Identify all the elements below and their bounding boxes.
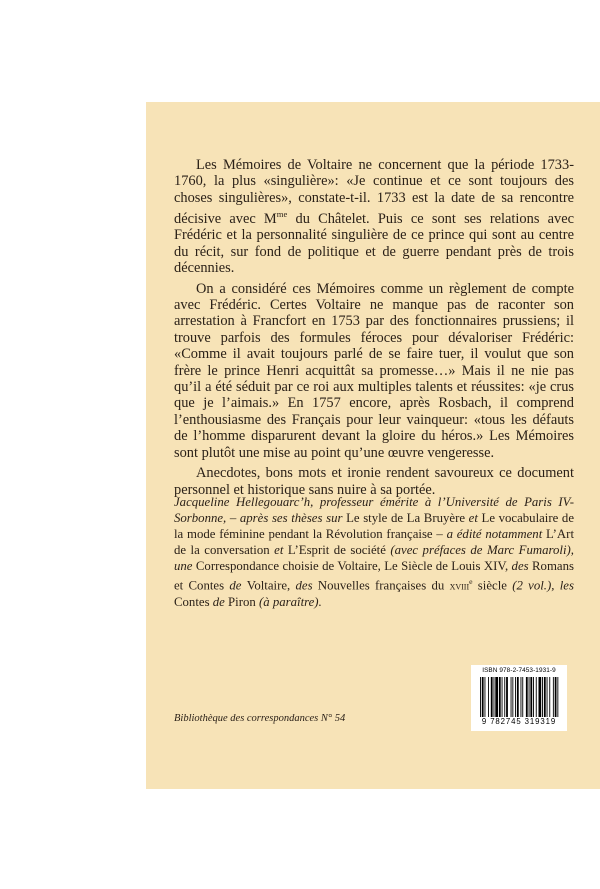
bio-text-segment: (avec préfaces de Marc Fumaroli), une [174, 543, 574, 573]
barcode-bar [521, 677, 522, 717]
barcode-bar [494, 677, 495, 717]
barcode-bar [506, 677, 508, 717]
barcode-bar [495, 677, 498, 717]
barcode-bar [488, 677, 489, 717]
bio-text-segment: Contes [174, 595, 210, 610]
barcode-bar [522, 677, 523, 717]
bio-text-segment: – a édité notamment [432, 527, 547, 541]
bio-text-segment: xviii [449, 580, 470, 593]
bio-text-segment: Nouvelles françaises du [317, 578, 450, 593]
blurb [174, 157, 574, 502]
barcode-bar [526, 677, 528, 717]
blurb-paragraph-2 [174, 281, 574, 461]
barcode-bar [533, 677, 534, 717]
bio-text-segment: Voltaire, [246, 578, 291, 593]
blurb-text-segment: du Châtelet. Puis ce sont ses relations avec Frédéric et la personnalité singulière de ce prince qui sont au centre du récit, sur fond de politique et de guerre pendant près de trois décennies. [174, 211, 574, 277]
isbn-label: ISBN 978-2-7453-1931-9 [482, 667, 556, 674]
bio-text-segment: Piron [228, 595, 256, 610]
blurb-paragraph-3 [174, 465, 574, 498]
barcode-bar [544, 677, 546, 717]
bio-text-segment: (2 vol.), les [506, 578, 574, 593]
barcode-bar [512, 677, 513, 717]
barcode-bar [491, 677, 493, 717]
bio-text-segment: des [508, 559, 533, 573]
bio-text-segment: Correspondance choisie de Voltaire, [195, 559, 381, 573]
blurb-text-segment: On a considéré ces Mémoires comme un règlement de compte avec Frédéric. Certes Voltaire ne manque pas de raconter son arrestation à Francfort en 1753 par des fonctionnaires prussiens; il trouve parfois des formules féroces pour dévaloriser Frédéric: «Comme il avait toujours parlé de se faire tuer, il voulut que son frère le prince Henri acquittât sa promesse…» Mais il ne nie pas qu’il a été séduit par ce roi aux multiples talents et réussites: «je crus que je l’aimais.» En 1757 encore, après Rosbach, il comprend l’enthousiasme des Français pour leur vainqueur: «tous les défauts de l’homme disparurent devant la gloire du héros.» Les Mémoires sont plutôt une mise au point qu’une œuvre vengeresse. [174, 280, 574, 461]
series-label: Bibliothèque des correspondances N° 54 [174, 713, 346, 724]
barcode-bar [517, 677, 519, 717]
barcode-bar [539, 677, 542, 717]
barcode-bar [482, 677, 484, 717]
barcode-bar [536, 677, 537, 717]
bio-text-segment: L’Esprit de société [287, 543, 386, 557]
barcode-bar [553, 677, 554, 717]
bio-text-segment: siècle [472, 578, 507, 593]
barcode-bar [547, 677, 548, 717]
bio-text-segment: L’Art de la conversation [174, 527, 574, 557]
barcode-bar [549, 677, 550, 717]
barcode-bar [502, 677, 503, 717]
barcode-bars [480, 677, 564, 717]
bio-text-segment: Romans et Contes [174, 559, 574, 593]
bio-text-segment: e [469, 577, 473, 586]
bio-text-segment: Jacqueline Hellegouarc’h, professeur émérite à l’Université de Paris IV-Sorbonne, – après ses thèses sur [174, 495, 574, 525]
barcode-bar [485, 677, 486, 717]
barcode-bar [515, 677, 516, 717]
barcode-bar [557, 677, 558, 717]
bio-text-segment: Le Siècle de Louis XIV, [384, 559, 509, 573]
barcode-bar [504, 677, 505, 717]
barcode-bar [530, 677, 532, 717]
barcode [471, 665, 567, 731]
barcode-bar [529, 677, 530, 717]
blurb-text-segment: Anecdotes, bons mots et ironie rendent savoureux ce document personnel et historique sans nuire à sa portée. [174, 465, 574, 498]
bio-text-segment: de [209, 595, 229, 610]
blurb-text-segment: Les Mémoires de Voltaire ne concernent que la période 1733-1760, la plus «singulière»: «Je continue et ce sont toujours des choses singulières», constate-t-il. 1733 est la date de sa rencontre décisive avec M [174, 157, 574, 228]
bio-text-segment: Le style de La Bruyère [346, 511, 466, 525]
bio-text-segment: de [224, 578, 247, 593]
barcode-bar [499, 677, 501, 717]
bio-text-segment: et [465, 511, 482, 525]
barcode-bar [511, 677, 512, 717]
bio-text-segment: des [290, 578, 318, 593]
blurb-text-segment: me [276, 209, 288, 220]
back-cover-panel [146, 102, 600, 789]
barcode-bar [480, 677, 481, 717]
bio-text-segment: Le vocabulaire de la mode féminine pendant la Révolution française [174, 511, 574, 541]
blurb-paragraph-1 [174, 157, 574, 277]
bio-text-segment: (à paraître). [255, 595, 322, 610]
barcode-bar [542, 677, 543, 717]
barcode-bar [555, 677, 557, 717]
bio-text-segment: et [269, 543, 288, 557]
editor-biography [174, 494, 574, 610]
barcode-digits: 9 782745 319319 [481, 717, 557, 726]
